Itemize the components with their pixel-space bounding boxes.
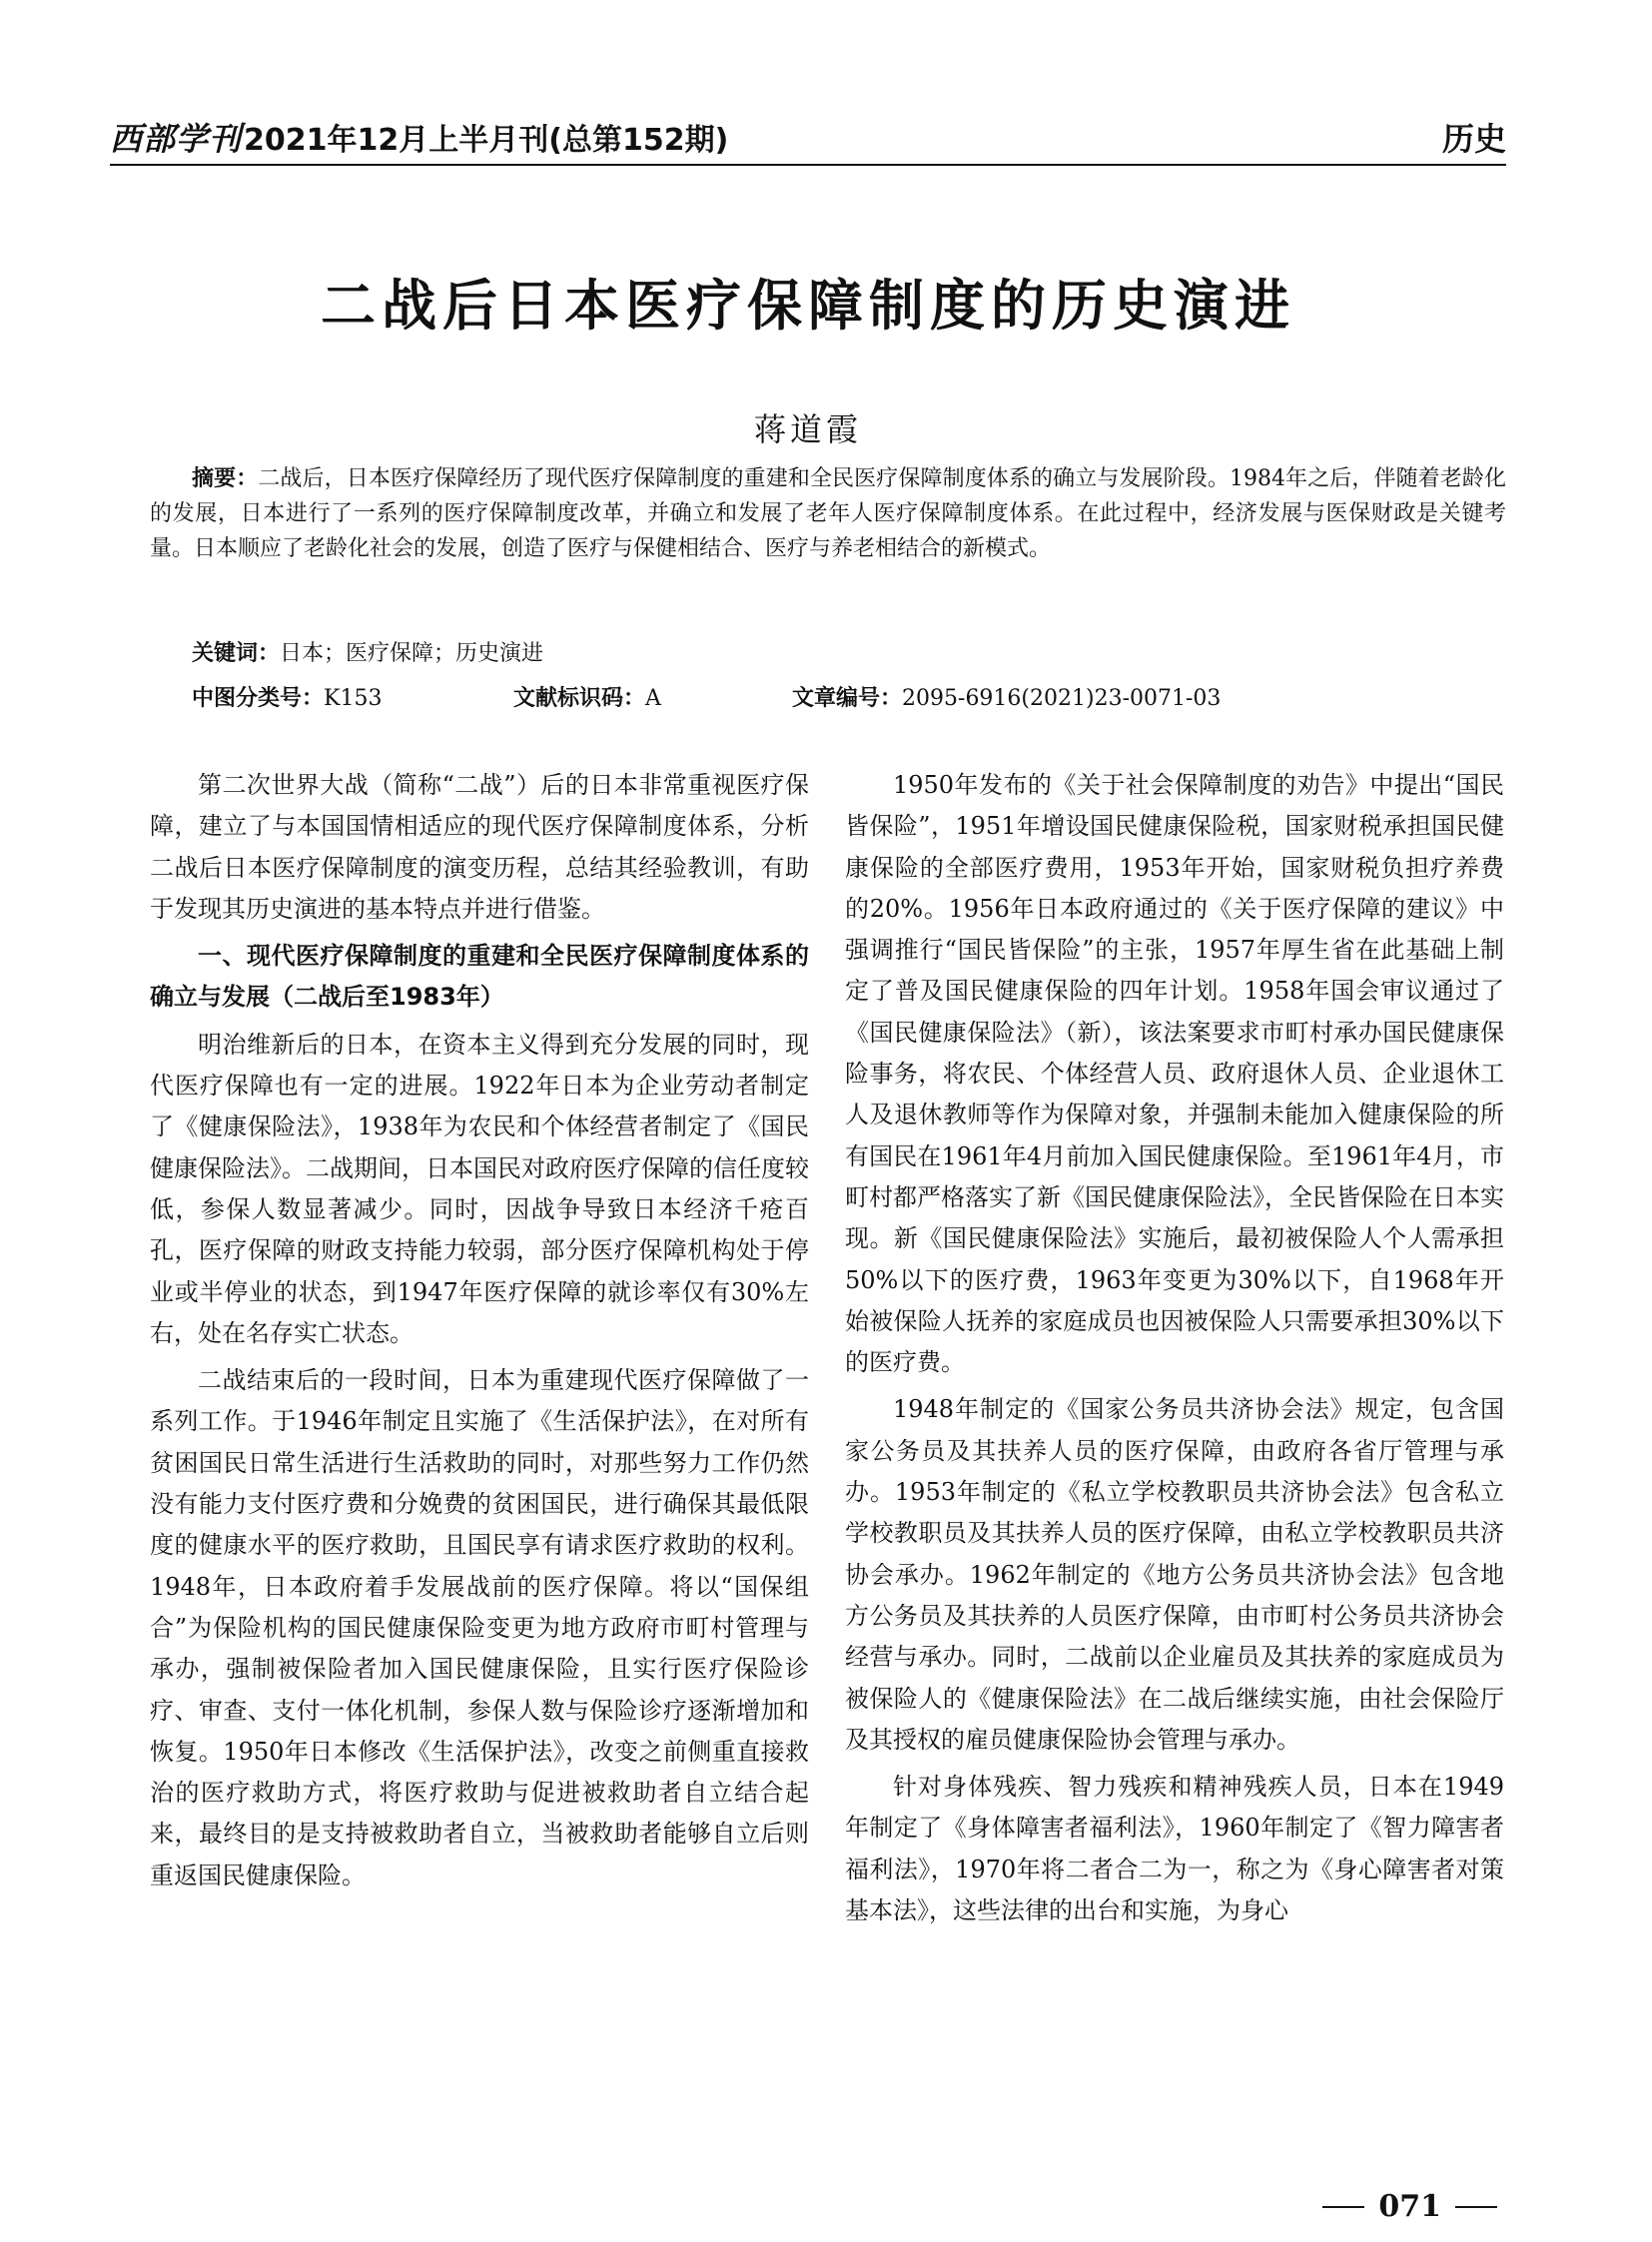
clc-code xyxy=(192,681,382,716)
body-column-left xyxy=(150,765,809,1902)
dash-right xyxy=(1455,2206,1497,2208)
clc-value: K153 xyxy=(324,686,383,711)
page-number-text: 071 xyxy=(1378,2189,1441,2224)
body-column-right xyxy=(845,765,1504,1937)
abstract-label: 摘要： xyxy=(192,466,259,491)
keywords-text: 日本；医疗保障；历史演进 xyxy=(280,641,544,666)
keywords-label: 关键词： xyxy=(192,641,281,666)
paragraph: 针对身体残疾、智力残疾和精神残疾人员，日本在1949年制定了《身体障害者福利法》，1960年制定了《智力障害者福利法》，1970年将二者合二为一，称之为《身心障害者对策基本法》，这些法律的出台和实施，为身心 xyxy=(845,1773,1504,1925)
paragraph: 明治维新后的日本，在资本主义得到充分发展的同时，现代医疗保障也有一定的进展。1922年日本为企业劳动者制定了《健康保险法》，1938年为农民和个体经营者制定了《国民健康保险法》。二战期间，日本国民对政府医疗保障的信任度较低，参保人数显著减少。同时，因战争导致日本经济千疮百孔，医疗保障的财政支持能力较弱，部分医疗保障机构处于停业或半停业的状态，到1947年医疗保障的就诊率仅有30%左右，处在名存实亡状态。 xyxy=(150,1030,809,1347)
journal-info xyxy=(110,114,728,160)
doc-value: A xyxy=(645,686,661,711)
section-heading: 一、现代医疗保障制度的重建和全民医疗保障制度体系的确立与发展（二战后至1983年） xyxy=(150,942,809,1012)
paragraph: 二战结束后的一段时间，日本为重建现代医疗保障做了一系列工作。于1946年制定且实施了《生活保护法》，在对所有贫困国民日常生活进行生活救助的同时，对那些努力工作仍然没有能力支付医疗费和分娩费的贫困国民，进行确保其最低限度的健康水平的医疗救助，且国民享有请求医疗救助的权利。1948年，日本政府着手发展战前的医疗保障。将以“国保组合”为保险机构的国民健康保险变更为地方政府市町村管理与承办，强制被保险者加入国民健康保险，且实行医疗保险诊疗、审查、支付一体化机制，参保人数与保险诊疗逐渐增加和恢复。1950年日本修改《生活保护法》，改变之前侧重直接救治的医疗救助方式，将医疗救助与促进被救助者自立结合起来，最终目的是支持被救助者自立，当被救助者能够自立后则重返国民健康保险。 xyxy=(150,1366,809,1889)
doc-label: 文献标识码： xyxy=(513,686,646,711)
journal-name: 西部学刊 xyxy=(110,120,243,158)
running-header xyxy=(110,112,1506,160)
keywords xyxy=(192,636,543,671)
article-title: 二战后日本医疗保障制度的历史演进 xyxy=(320,273,1295,338)
dash-left xyxy=(1322,2206,1364,2208)
doc-code xyxy=(513,681,661,716)
paragraph: 1948年制定的《国家公务员共济协会法》规定，包含国家公务员及其扶养人员的医疗保障，由政府各省厅管理与承办。1953年制定的《私立学校教职员共济协会法》包含私立学校教职员及其扶养人员的医疗保障，由私立学校教职员共济协会承办。1962年制定的《地方公务员共济协会法》包含地方公务员及其扶养的人员医疗保障，由市町村公务员共济协会经营与承办。同时，二战前以企业雇员及其扶养的家庭成员为被保险人的《健康保险法》在二战后继续实施，由社会保险厅及其授权的雇员健康保险协会管理与承办。 xyxy=(845,1395,1504,1754)
clc-label: 中图分类号： xyxy=(192,686,325,711)
header-rule xyxy=(110,164,1506,166)
article-label: 文章编号： xyxy=(792,686,903,711)
issue-info: 2021年12月上半月刊(总第152期) xyxy=(244,123,729,158)
article-value: 2095-6916(2021)23-0071-03 xyxy=(902,686,1222,711)
article-number xyxy=(792,681,1221,716)
abstract xyxy=(150,461,1506,566)
author-name: 蒋道霞 xyxy=(753,410,862,448)
section-label: 历史 xyxy=(1441,120,1506,158)
abstract-text: 二战后，日本医疗保障经历了现代医疗保障制度的重建和全民医疗保障制度体系的确立与发展阶段。1984年之后，伴随着老龄化的发展，日本进行了一系列的医疗保障制度改革，并确立和发展了老年人医疗保障制度体系。在此过程中，经济发展与医保财政是关键考量。日本顺应了老龄化社会的发展，创造了医疗与保健相结合、医疗与养老相结合的新模式。 xyxy=(150,466,1506,561)
paragraph: 第二次世界大战（简称“二战”）后的日本非常重视医疗保障，建立了与本国国情相适应的现代医疗保障制度体系，分析二战后日本医疗保障制度的演变历程，总结其经验教训，有助于发现其历史演进的基本特点并进行借鉴。 xyxy=(150,771,809,923)
page-number xyxy=(1322,2189,1497,2224)
paragraph: 1950年发布的《关于社会保障制度的劝告》中提出“国民皆保险”，1951年增设国民健康保险税，国家财税承担国民健康保险的全部医疗费用，1953年开始，国家财税负担疗养费的20%。1956年日本政府通过的《关于医疗保障的建议》中强调推行“国民皆保险”的主张，1957年厚生省在此基础上制定了普及国民健康保险的四年计划。1958年国会审议通过了《国民健康保险法》（新），该法案要求市町村承办国民健康保险事务，将农民、个体经营人员、政府退休人员、企业退休工人及退休教师等作为保障对象，并强制未能加入健康保险的所有国民在1961年4月前加入国民健康保险。至1961年4月，市町村都严格落实了新《国民健康保险法》，全民皆保险在日本实现。新《国民健康保险法》实施后，最初被保险人个人需承担50%以下的医疗费，1963年变更为30%以下，自1968年开始被保险人抚养的家庭成员也因被保险人只需要承担30%以下的医疗费。 xyxy=(845,771,1504,1377)
